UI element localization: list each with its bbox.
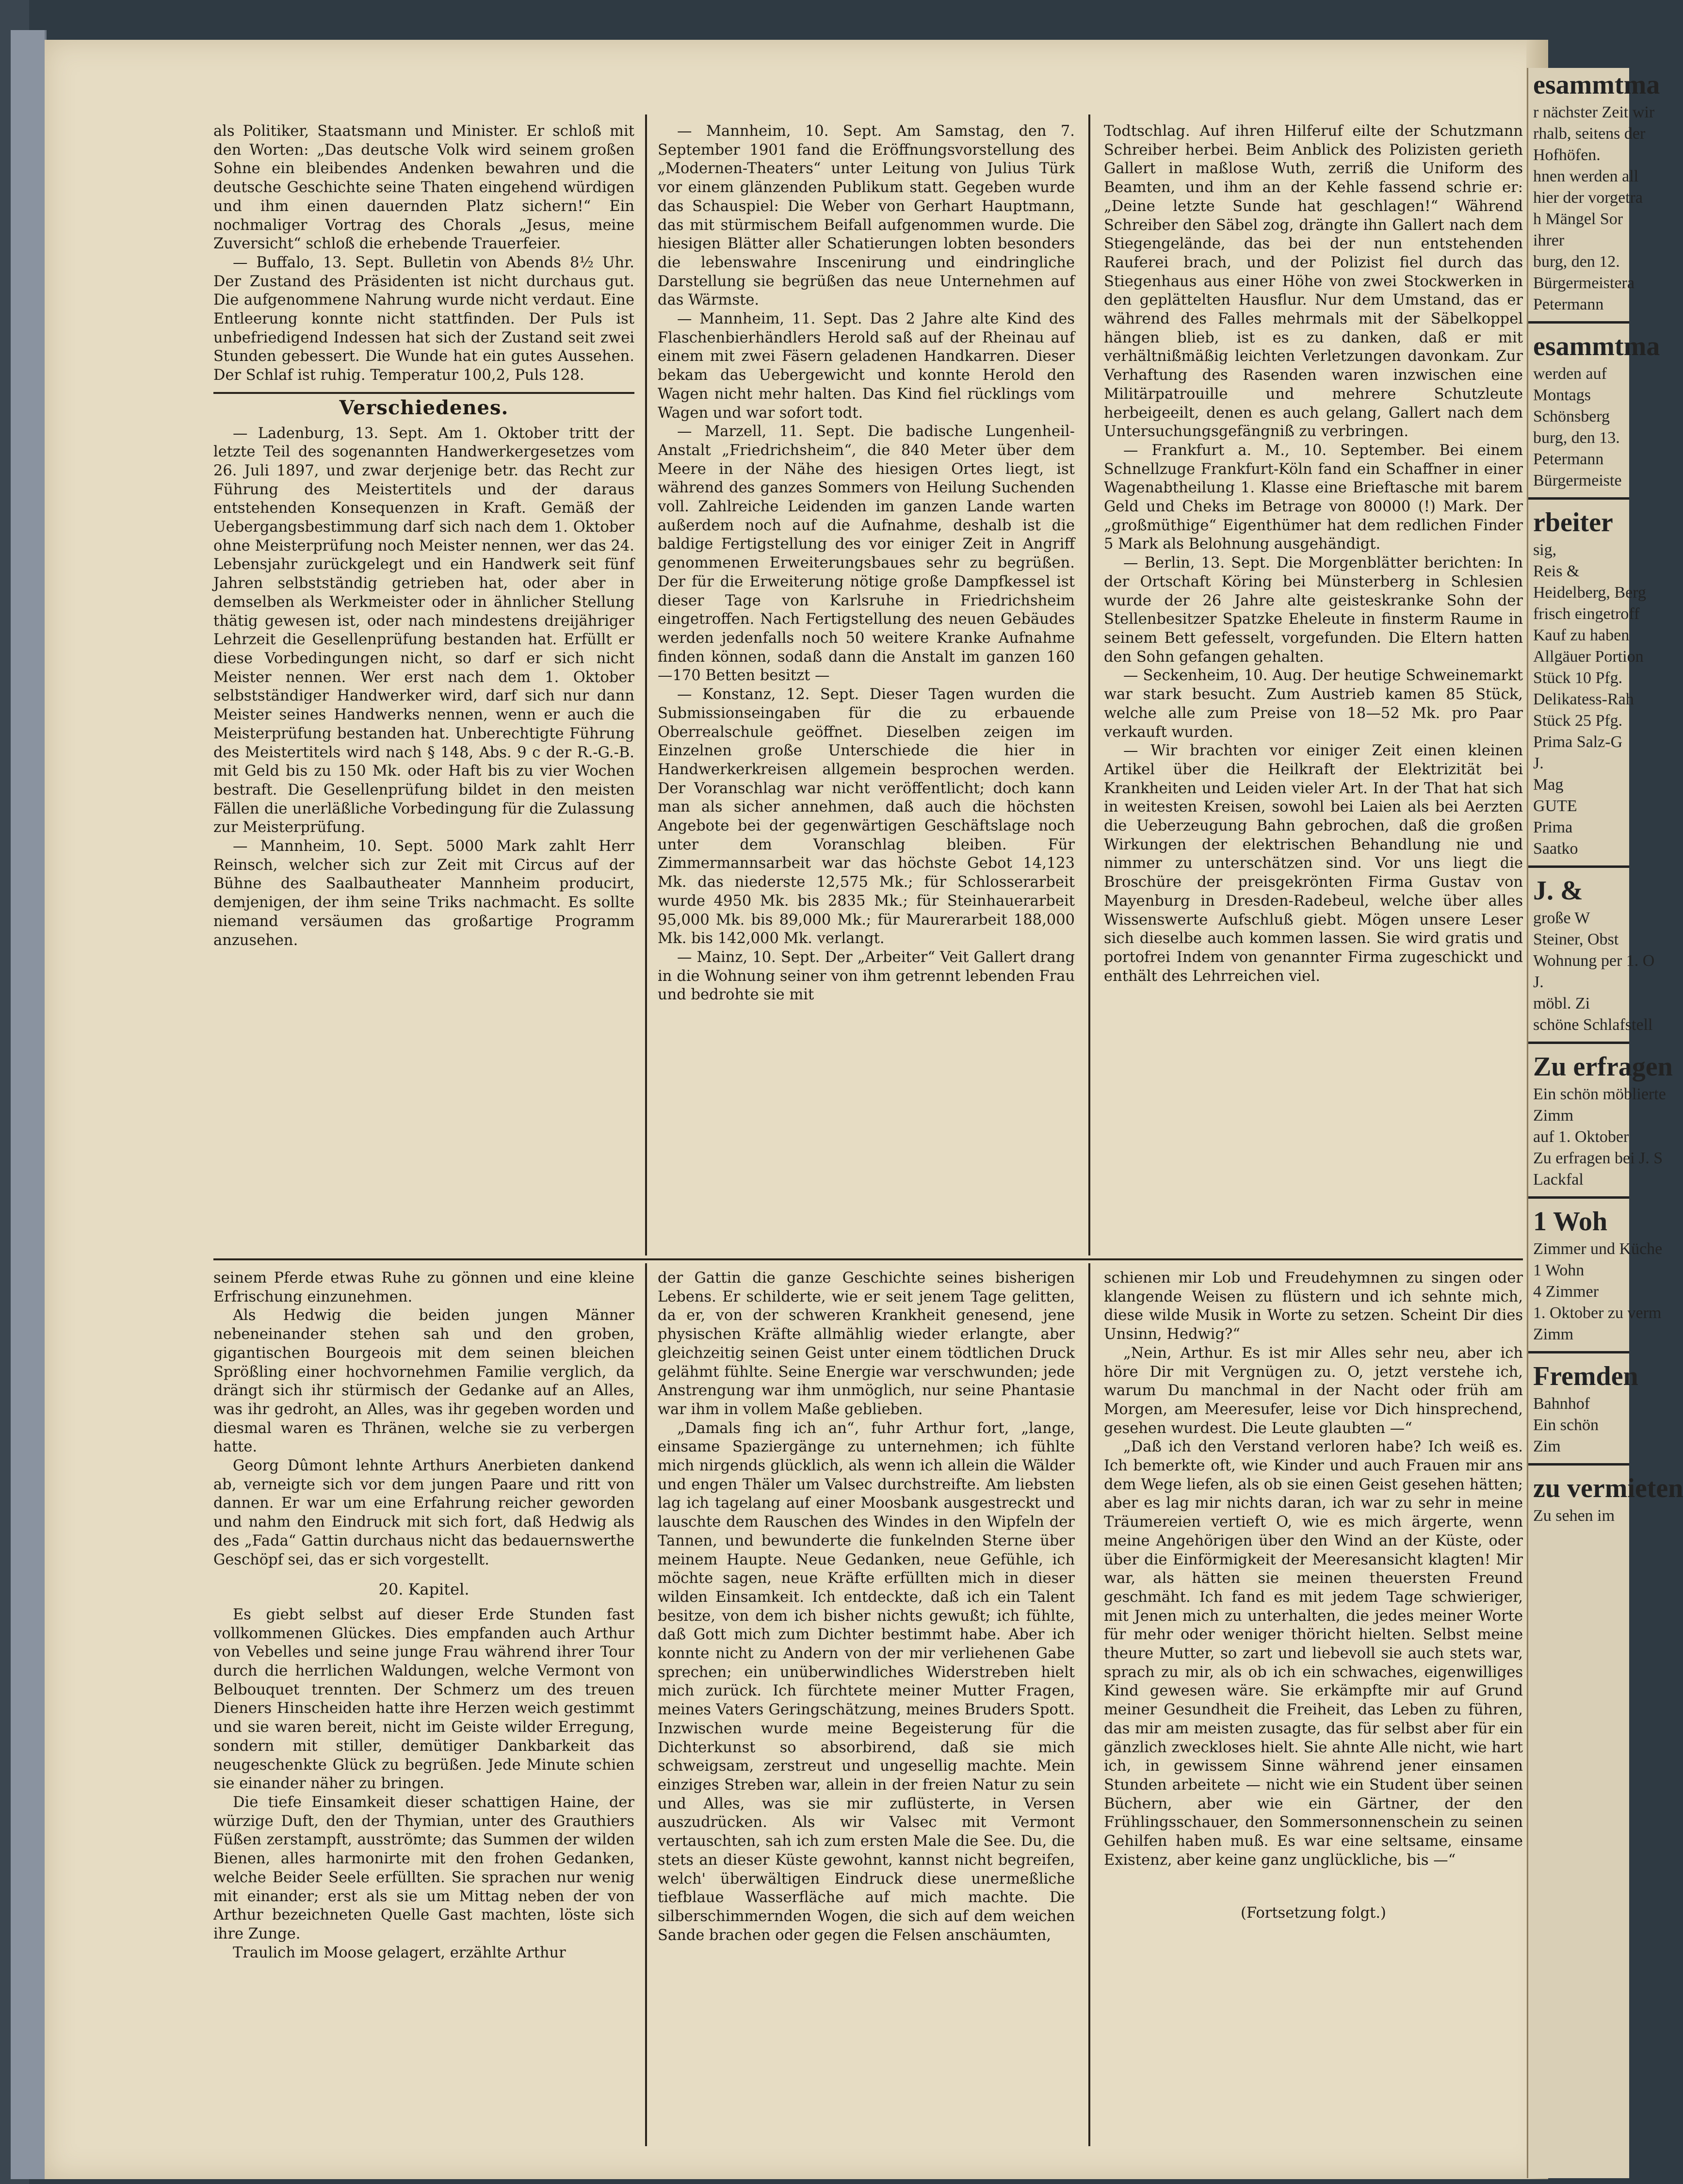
- serial-column-2: [658, 1269, 1075, 1945]
- article-paragraph: seinem Pferde etwas Ruhe zu gönnen und eine kleine Erfrischung einzunehmen.: [213, 1270, 634, 1305]
- ad-fragment: burg, den 12.: [1533, 253, 1620, 271]
- continuation-note: (Fortsetzung folgt.): [1241, 1904, 1386, 1922]
- chapter-heading: 20. Kapitel.: [378, 1580, 469, 1599]
- ad-fragment: Zimm: [1533, 1325, 1574, 1343]
- ad-fragment: esammtma: [1533, 70, 1660, 100]
- ad-fragment: r nächster Zeit wir: [1533, 103, 1655, 121]
- ad-fragment: Prima Salz-G: [1533, 733, 1623, 751]
- article-paragraph: — Ladenburg, 13. Sept. Am 1. Oktober tritt der letzte Teil des sogenannten Handwerkergesetzes vom 26. Juli 1897, und zwar derjenige betr. das Recht zur Führung des Meistertitels und der daraus entstehenden Konsequenzen in Kraft. Gemäß der Uebergangsbestimmung darf sich nach dem 1. Oktober ohne Meisterprüfung noch Meister nennen, wer das 24. Lebensjahr zurückgelegt und ein Handwerk seit fünf Jahren selbstständig getrieben hat, oder aber in demselben als Werkmeister oder in ähnlicher Stellung thätig gewesen ist, oder nach mindestens dreijähriger Lehrzeit die Gesellenprüfung bestanden hat. Erfüllt er diese Vorbedingungen nicht, so darf er sich nicht Meister nennen. Wer erst nach dem 1. Oktober selbstständiger Handwerker wird, darf sich nur dann Meister seines Handwerks nennen, wenn er auch die Meisterprüfung bestanden hat. Unberechtigte Führung des Meistertitels wird nach § 148, Abs. 9 c der R.-G.-B. mit Geld bis zu 150 Mk. oder Haft bis zu vier Wochen bestraft. Die Gesellenprüfung bildet in den meisten Fällen die unerläßliche Vorbedingung für die Zulassung zur Meisterprüfung.: [213, 424, 634, 836]
- ad-fragment: Ein schön möblierte: [1533, 1085, 1666, 1103]
- article-paragraph: — Wir brachten vor einiger Zeit einen kleinen Artikel über die Heilkraft der Elektrizität bei Krankheiten und Leiden vieler Art. In der That hat sich in weitesten Kreisen, sowohl bei Laien als bei Aerzten die Ueberzeugung Bahn gebrochen, daß die großen Wirkungen der elektrischen Behandlung nie und nimmer zu unterschätzen sind. Vor uns liegt die Broschüre der preisgekrönten Firma Gustav von Mayenburg in Dresden-Radebeul, welche über alles Wissenswerte Aufschluß giebt. Mögen unsere Leser sich dieselbe auch kommen lassen. Sie wird gratis und portofrei Indem von genannter Firma zugeschickt und enthält des Lehrreichen viel.: [1104, 742, 1523, 985]
- ad-fragment: auf 1. Oktober: [1533, 1128, 1629, 1146]
- ad-divider: [1528, 497, 1629, 500]
- ad-fragment: rbeiter: [1533, 507, 1613, 538]
- news-column-2: [658, 122, 1075, 1005]
- ad-divider: [1528, 1351, 1629, 1353]
- ad-fragment: Lackfal: [1533, 1171, 1584, 1189]
- ad-fragment: Delikatess-Rah: [1533, 690, 1634, 708]
- article-paragraph: — Seckenheim, 10. Aug. Der heutige Schweinemarkt war stark besucht. Zum Austrieb kamen 85 Stück, welche alle zum Preise von 18—52 Mk. pro Paar verkauft wurden.: [1104, 667, 1523, 741]
- ad-fragment: Prima: [1533, 818, 1573, 836]
- news-column-1: [213, 122, 634, 950]
- ad-fragment: sig,: [1533, 541, 1557, 559]
- ad-fragment: 1. Oktober zu verm: [1533, 1304, 1662, 1322]
- ad-fragment: Fremden: [1533, 1361, 1638, 1391]
- ad-fragment: große W: [1533, 909, 1590, 927]
- news-paragraphs-misc: [213, 424, 634, 950]
- ad-divider: [1528, 1196, 1629, 1199]
- ad-fragment: Bürgermeiste: [1533, 472, 1622, 489]
- ad-fragment: Zu erfragen bei J. S: [1533, 1149, 1663, 1167]
- ad-fragment: h Mängel Sor: [1533, 210, 1623, 228]
- column-rule-top-left: [645, 114, 647, 1255]
- article-paragraph: — Buffalo, 13. Sept. Bulletin von Abends 8½ Uhr. Der Zustand des Präsidenten ist nicht durchaus gut. Die aufgenommene Nahrung wurde nicht verdaut. Eine Entleerung konnte nicht stattfinden. Der Puls ist unbefriedigend Indessen hat sich der Zustand seit zwei Stunden gebessert. Die Wunde hat ein gutes Aussehen. Der Schlaf ist ruhig. Temperatur 100,2, Puls 128.: [213, 254, 634, 384]
- serial-paragraphs-c: [1104, 1269, 1523, 1870]
- serial-paragraphs-b: [213, 1606, 634, 1962]
- ad-fragment: Schönsberg: [1533, 407, 1610, 425]
- ad-fragment: möbl. Zi: [1533, 994, 1590, 1012]
- ad-fragment: frisch eingetroff: [1533, 605, 1640, 623]
- ad-fragment: hnen werden all: [1533, 167, 1639, 185]
- ad-fragment: Hofhöfen.: [1533, 146, 1601, 164]
- ad-fragment: Kauf zu haben: [1533, 626, 1630, 644]
- ad-divider: [1528, 865, 1629, 868]
- article-paragraph: „Damals fing ich an“, fuhr Arthur fort, „lange, einsame Spaziergänge zu unternehmen; ich fühlte mich nirgends glücklich, als wenn ich allein die Wälder und engen Thäler um Valsec durchstreifte. Am liebsten lag ich tagelang auf einer Moosbank ausgestreckt und lauschte dem Rauschen des Windes in den Wipfeln der Tannen, und bewunderte die funkelnden Sterne über meinem Haupte. Neue Gedanken, neue Gefühle, ich möchte sagen, neue Kräfte erfüllten mich in dieser wilden Einsamkeit. Ich entdeckte, daß ich ein Talent besitze, von dem ich bisher nichts gewußt; ich fühlte, daß Gott mich zum Dichter bestimmt habe. Aber ich konnte nicht zu Andern von der mir verliehenen Gabe sprechen; ein unüberwindliches Widerstreben hielt mich zurück. Ich fürchtete meiner Mutter Fragen, meines Vaters Geringschätzung, meines Bruders Spott. Inzwischen wurde meine Begeisterung für die Dichterkunst so absorbirend, daß sie mich schweigsam, zerstreut und ungesellig machte. Mein einziges Streben war, allein in der freien Natur zu sein und Alles, was sie mir zuflüsterte, in Versen auszudrücken. Als wir Valsec mit Vermont vertauschten, sah ich zum ersten Male die See. Du, die stets an dieser Küste gewohnt, kannst nicht begreifen, welch' überwältigen Eindruck diese unermeßliche tiefblaue Wasserfläche auf mich machte. Die silberschimmernden Wogen, die sich auf dem weichen Sande brachen oder gegen die Felsen anschäumten,: [658, 1419, 1075, 1944]
- ad-fragment: Allgäuer Portion: [1533, 648, 1644, 666]
- binding-board: [11, 30, 47, 2179]
- article-paragraph: der Gattin die ganze Geschichte seines bisherigen Lebens. Er schilderte, wie er seit jenem Tage gelitten, da er, von der schweren Krankheit genesend, jene physischen Kräfte allmählig wieder erlangte, aber gleichzeitig seinen Geist unter einem tödtlichen Druck gelähmt fühlte. Seine Energie war verschwunden; jede Anstrengung war ihm unmöglich, nur seine Phantasie war ihm in vollem Maße geblieben.: [658, 1270, 1075, 1418]
- section-divider: [213, 392, 634, 394]
- ad-fragment: Bürgermeistera: [1533, 274, 1634, 292]
- ad-fragment: Petermann: [1533, 295, 1604, 313]
- ad-fragment: burg, den 13.: [1533, 429, 1620, 447]
- article-paragraph: — Mainz, 10. Sept. Der „Arbeiter“ Veit Gallert drang in die Wohnung seiner von ihm getrennt lebenden Frau und bedrohte sie mit: [658, 948, 1075, 1004]
- ad-fragment: Zu sehen im: [1533, 1507, 1615, 1525]
- news-column-3: [1104, 122, 1523, 986]
- article-paragraph: Todtschlag. Auf ihren Hilferuf eilte der Schutzmann Schreiber herbei. Beim Anblick des Polizisten gerieth Gallert in maßlose Wuth, zerriß die Uniform des Beamten, und ihm an der Kehle fassend schrie er: „Deine letzte Sunde hat geschlagen!“ Während Schreiber den Säbel zog, drängte ihn Gallert nach dem Stiegengelände, das bei der nun entstehenden Rauferei brach, und der Polizist fiel durch das Stiegenhaus aus einer Höhe von zwei Stockwerken in den geplättelten Hausflur. Nur dem Umstand, das er während des Falles mehrmals mit der Säbelkoppel hängen blieb, ist es zu danken, daß er mit verhältnißmäßig leichten Verletzungen davonkam. Zur Verhaftung des Rasenden waren inzwischen eine Militärpatrouille und mehrere Schutzleute herbeigeeilt, denen es auch gelang, Gallert nach dem Untersuchungsgefängniß zu verbringen.: [1104, 123, 1523, 440]
- section-heading-verschiedenes: Verschiedenes.: [339, 396, 509, 419]
- article-paragraph: — Frankfurt a. M., 10. September. Bei einem Schnellzuge Frankfurt-Köln fand ein Schaffner in einer Wagenabtheilung 1. Klasse eine Brieftasche mit barem Geld und Cheks im Betrage von 80000 (!) Mark. Der „großmüthige“ Eigenthümer hat dem redlichen Finder 5 Mark als Belohnung ausgehändigt.: [1104, 441, 1523, 553]
- article-paragraph: — Marzell, 11. Sept. Die badische Lungenheil-Anstalt „Friedrichsheim“, die 840 Meter über dem Meere in der Nähe des hiesigen Ortes liegt, ist während des ganzes Sommers von Heilung Suchenden voll. Zahlreiche Leidenden im ganzen Lande warten außerdem noch auf die Aufnahme, deshalb ist die baldige Fertigstellung des vor einiger Zeit in Angriff genommenen Erweiterungsbaues sehr zu begrüßen. Der für die Erweiterung nötige große Dampfkessel ist dieser Tage von Karlsruhe in Friedrichsheim eingetroffen. Nach Fertigstellung des neuen Gebäudes werden jedenfalls noch 50 weitere Kranke Aufnahme finden können, sodaß dann die Anstalt im ganzen 160—170 Betten besitzt —: [658, 423, 1075, 685]
- ad-fragment: Ein schön: [1533, 1416, 1599, 1434]
- ad-fragment: Zimm: [1533, 1107, 1574, 1125]
- article-paragraph: „Daß ich den Verstand verloren habe? Ich weiß es. Ich bemerkte oft, wie Kinder und auch Frauen mir ans dem Wege liefen, als ob sie einen Geist gesehen hätten; aber es lag mir nichts daran, ich war zu sehr in meine Träumereien vertieft O, wie es mich ärgerte, wenn meine Angehörigen über den Wind an der Küste, oder über die Einförmigkeit der Meeresansicht klagten! Mir war, als hätten sie meinen theuersten Freund geschmäht. Ich fand es mit jedem Tage schwieriger, mit Jenen mich zu unterhalten, die jedes meiner Worte für mehr oder weniger thöricht hielten. Selbst meine theure Mutter, so zart und liebevoll sie auch stets war, sprach zu mir, als ob ich ein schwaches, eigenwilliges Kind gewesen wäre. Sie erkämpfte mir auf Grund meiner Gesundheit die Freiheit, das Leben zu führen, das mir am meisten zusagte, das für selbst aber für ein gänzlich zweckloses hielt. Sie ahnte Alle nicht, wie hart ich, in gewissem Sinne während jener einsamen Stunden arbeitete — nicht wie ein Student über seinen Büchern, aber wie ein Gärtner, der den Frühlingsschauer, den Sommersonnenschein zu seinen Gehilfen haben muß. Es war eine seltsame, einsame Existenz, aber keine ganz unglückliche, bis —“: [1104, 1438, 1523, 1869]
- article-paragraph: Traulich im Moose gelagert, erzählte Arthur: [233, 1944, 566, 1961]
- ad-fragment: Heidelberg, Berg: [1533, 584, 1646, 602]
- ad-fragment: Petermann: [1533, 450, 1604, 468]
- ad-fragment: Montags: [1533, 386, 1591, 404]
- ad-fragment: Mag: [1533, 776, 1564, 794]
- ad-fragment: Zim: [1533, 1437, 1561, 1455]
- column-rule-top-right: [1088, 114, 1090, 1255]
- ad-fragment: Saatko: [1533, 840, 1578, 858]
- ad-fragment: 1 Wohn: [1533, 1261, 1585, 1279]
- ad-fragment: schöne Schlafstell: [1533, 1016, 1653, 1034]
- article-paragraph: „Nein, Arthur. Es ist mir Alles sehr neu, aber ich höre Dir mit Vergnügen zu. O, jetzt verstehe ich, warum Du manchmal in der Nacht oder früh am Morgen, am Meeresufer, leise vor Dich hinsprechend, gesehen wurdest. Die Leute glaubten —“: [1104, 1344, 1523, 1437]
- ad-divider: [1528, 1463, 1629, 1466]
- serial-paragraphs-a: [213, 1269, 634, 1569]
- article-paragraph: Die tiefe Einsamkeit dieser schattigen Haine, der würzige Duft, den der Thymian, unter des Grauthiers Füßen zerstampft, ausströmte; das Summen der wilden Bienen, alles harmonirte mit den frohen Gedanken, welche Beider Seele erfüllten. Sie sprachen nur wenig mit einander; erst als sie um Mittag neben der von Arthur bezeichneten Quelle Gast machten, löste sich ihre Zunge.: [213, 1793, 634, 1942]
- ad-fragment: Steiner, Obst: [1533, 930, 1619, 948]
- ad-fragment: J. &: [1533, 876, 1583, 906]
- article-paragraph: — Berlin, 13. Sept. Die Morgenblätter berichten: In der Ortschaft Köring bei Münsterberg in Schlesien wurde der 26 Jahre alte geisteskranke Sohn der Stellenbesitzer Spatzke Eheleute in finsterm Raume in seinem Bett gefesselt, vorgefunden. Die Eltern hatten den Sohn gefangen gehalten.: [1104, 554, 1523, 666]
- adjacent-page-ads: [1527, 68, 1683, 2178]
- article-paragraph: — Konstanz, 12. Sept. Dieser Tagen wurden die Submissionseingaben für die zu erbauende Oberrealschule geöffnet. Dieselben zeigen im Einzelnen große Unterschiede die hier in Handwerkerkreisen allgemein besprochen werden. Der Voranschlag war nicht veröffentlicht; doch kann man als sicher annehmen, daß auch die höchsten Angebote bei der gegenwärtigen Geschäftslage noch unter dem Voranschlag bleiben. Für Zimmermannsarbeit war das höchste Gebot 14,123 Mk. das niederste 12,575 Mk.; für Schlosserarbeit wurde 4950 Mk. bis 2835 Mk.; für Steinhauerarbeit 95,000 Mk. bis 89,000 Mk.; für Maurerarbeit 188,000 Mk. bis 142,000 Mk. verlangt.: [658, 686, 1075, 947]
- ad-fragment: Stück 10 Pfg.: [1533, 669, 1623, 687]
- ad-fragment: Zu erfragen: [1533, 1052, 1673, 1082]
- ad-fragment: Zimmer und Küche: [1533, 1240, 1663, 1258]
- ad-fragment: hier der vorgetra: [1533, 189, 1643, 207]
- ad-fragment: Reis &: [1533, 562, 1580, 580]
- serial-column-3: [1104, 1269, 1523, 1923]
- ad-fragment: werden auf: [1533, 365, 1607, 383]
- ad-fragment: esammtma: [1533, 331, 1660, 361]
- ad-fragment: GUTE: [1533, 797, 1577, 815]
- article-paragraph: schienen mir Lob und Freudehymnen zu singen oder klangende Weisen zu flüstern und ich sehnte mich, diese wilde Musik in Worte zu setzen. Scheint Dir dies Unsinn, Hedwig?“: [1104, 1270, 1523, 1343]
- serial-column-1: [213, 1269, 634, 1962]
- ad-fragment: rhalb, seitens der: [1533, 125, 1646, 143]
- ad-divider: [1528, 1042, 1629, 1044]
- article-paragraph: — Mannheim, 10. Sept. Am Samstag, den 7. September 1901 fand die Eröffnungsvorstellung des „Modernen-Theaters“ unter Leitung von Julius Türk vor einem glänzenden Publikum statt. Gegeben wurde das Schauspiel: Die Weber von Gerhart Hauptmann, das mit stürmischem Beifall aufgenommen wurde. Die hiesigen Blätter aller Schatierungen lobten besonders die lebenswahre Inscenirung und eindringliche Darstellung sie begrüßen das neue Unternehmen auf das Wärmste.: [658, 123, 1075, 309]
- ad-fragment: ihrer: [1533, 231, 1565, 249]
- ad-fragment: J.: [1533, 754, 1544, 772]
- article-paragraph: als Politiker, Staatsmann und Minister. Er schloß mit den Worten: „Das deutsche Volk wird seinem großen Sohne ein bleibendes Andenken bewahren und die deutsche Geschichte seine Thaten eingehend würdigen und ihm einen dauernden Platz sichern!“ Ein nochmaliger Vortrag des Chorals „Jesus, meine Zuversicht“ schloß die erhebende Trauerfeier.: [213, 123, 634, 253]
- article-paragraph: Als Hedwig die beiden jungen Männer nebeneinander stehen sah und den groben, gigantischen Bourgeois mit dem seinen bleichen Sprößling einer hochvornehmen Familie verglich, da drängt sich ihr stürmisch der Gedanke auf an Alles, was ihr gedroht, an Alles, was ihr gegeben worden und diesmal waren es Thränen, welche sie zu verbergen hatte.: [213, 1307, 634, 1456]
- news-paragraphs-politics: [213, 122, 634, 385]
- column-rule-bottom-right: [1088, 1263, 1090, 2146]
- article-paragraph: — Mannheim, 11. Sept. Das 2 Jahre alte Kind des Flaschenbierhändlers Herold saß auf der Rheinau auf einem mit zwei Fäsern geladenen Handkarren. Dieser bekam das Uebergewicht und konnte Herold den Wagen nicht mehr halten. Das Kind fiel rücklings vom Wagen und war sofort todt.: [658, 310, 1075, 422]
- ad-fragment: 4 Zimmer: [1533, 1283, 1599, 1301]
- column-rule-bottom-left: [645, 1263, 647, 2146]
- ad-divider: [1528, 321, 1629, 324]
- ad-fragment: 1 Woh: [1533, 1206, 1608, 1237]
- article-paragraph: Georg Dûmont lehnte Arthurs Anerbieten dankend ab, verneigte sich vor dem jungen Paare und ritt von dannen. Er war um eine Erfahrung reicher geworden und nahm den Eindruck mit sich fort, daß Hedwig als des „Fada“ Gattin durchaus nicht das bedauernswerthe Geschöpf sei, das er sich vorgestellt.: [213, 1457, 634, 1568]
- ad-fragment: Bahnhof: [1533, 1395, 1590, 1413]
- ad-fragment: J.: [1533, 973, 1544, 991]
- article-paragraph: Es giebt selbst auf dieser Erde Stunden fast vollkommenen Glückes. Dies empfanden auch Arthur von Vebelles und seine junge Frau während ihrer Tour durch die herrlichen Waldungen, welche Vermont von Belbouquet trennten. Der Schmerz um des treuen Dieners Hinscheiden hatte ihre Herzen weich gestimmt und sie waren bereit, nicht im Geiste wilder Erregung, sondern mit stiller, demütiger Dankbarkeit das neugeschenkte Glück zu begrüßen. Jede Minute schien sie einander näher zu bringen.: [213, 1606, 634, 1793]
- section-rule-horizontal: [213, 1258, 1523, 1260]
- ad-fragment: Wohnung per 1. O: [1533, 952, 1655, 970]
- ad-fragment: zu vermieten: [1533, 1473, 1683, 1503]
- article-paragraph: — Mannheim, 10. Sept. 5000 Mark zahlt Herr Reinsch, welcher sich zur Zeit mit Circus auf der Bühne des Saalbautheater Mannheim producirt, demjenigen, der ihm seine Triks nachmacht. Es sollte niemand versäumen das großartige Programm anzusehen.: [213, 838, 634, 949]
- ad-fragment: Stück 25 Pfg.: [1533, 712, 1623, 730]
